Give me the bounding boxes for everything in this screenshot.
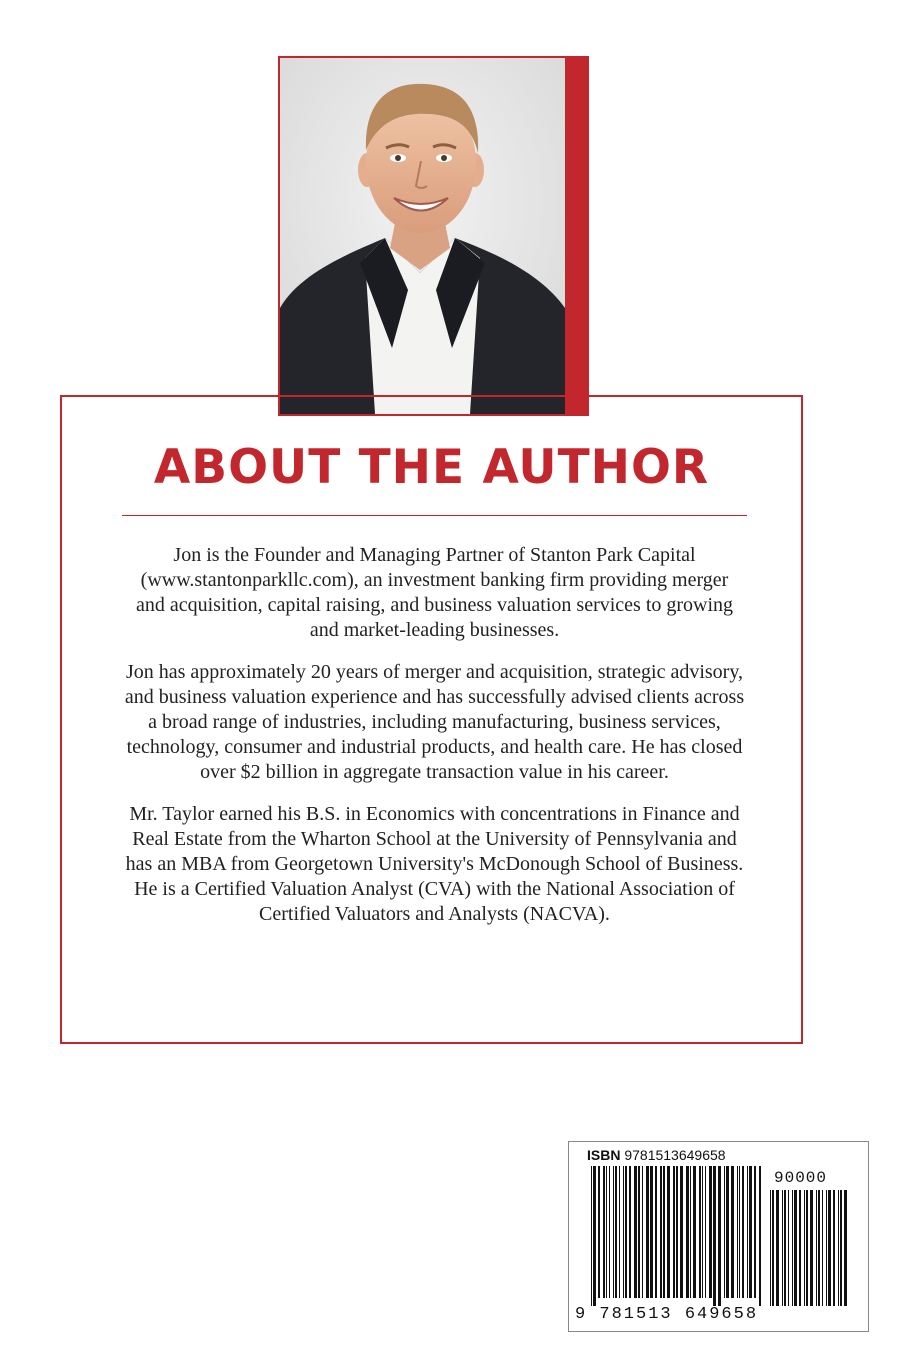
barcode-bar	[724, 1166, 725, 1298]
barcode-bar	[650, 1166, 653, 1298]
barcode-bar	[776, 1190, 779, 1306]
barcode-bar	[603, 1166, 605, 1298]
barcode-bar	[782, 1190, 783, 1306]
barcode-bar	[713, 1166, 716, 1306]
barcode-bar	[705, 1166, 706, 1298]
addon-barcode-bars	[770, 1190, 852, 1306]
isbn-number: 9781513649658	[624, 1147, 726, 1163]
barcode-bar	[739, 1166, 740, 1298]
price-code: 90000	[774, 1169, 828, 1187]
bio-paragraph: Jon is the Founder and Managing Partner of Stanton Park Capital (www.stantonparkllc.com), an investment banking firm providing merger and acquisition, capital raising, and business valuation services to growing and market-leading businesses.	[135, 544, 734, 641]
barcode-bar	[726, 1166, 729, 1298]
barcode-bar	[598, 1166, 600, 1298]
barcode-bar	[840, 1190, 842, 1306]
barcode-bar	[663, 1166, 665, 1298]
bio-paragraph: Mr. Taylor earned his B.S. in Economics with concentrations in Finance and Real Estate from the Wharton School at the University of Pennsylvania and has an MBA from Georgetown University's McDonough School of Business. He is a Certified Valuation Analyst (CVA) with the National Association of Certified Valuators and Analysts (NACVA).	[125, 803, 744, 925]
barcode-bar	[810, 1190, 813, 1306]
author-photo	[280, 58, 565, 414]
author-bio	[124, 543, 745, 944]
barcode-bar	[591, 1166, 592, 1306]
barcode-bar	[646, 1166, 649, 1298]
barcode-bar	[731, 1166, 734, 1298]
barcode-bar	[772, 1190, 774, 1306]
barcode-bar	[749, 1166, 752, 1298]
isbn-label	[587, 1147, 726, 1163]
barcode-bar	[619, 1166, 620, 1298]
barcode-bar	[638, 1166, 640, 1298]
barcode-bar	[609, 1166, 610, 1298]
barcode-bar	[690, 1166, 691, 1298]
barcode-bar	[593, 1166, 596, 1306]
bio-paragraph: Jon has approximately 20 years of merger and acquisition, strategic advisory, and business valuation experience and has successfully advised clients across a broad range of industries, including manufacturing, business services, technology, consumer and industrial products, and health care. He has closed over $2 billion in aggregate transaction value in his career.	[124, 661, 745, 783]
about-author-box	[60, 395, 803, 1044]
barcode-bar	[686, 1166, 689, 1298]
author-photo-frame	[278, 56, 589, 416]
barcode-bar	[615, 1166, 617, 1298]
barcode-bar	[642, 1166, 643, 1298]
barcode-bar	[747, 1166, 748, 1298]
barcode-bar	[794, 1190, 797, 1306]
barcode-bar	[788, 1190, 789, 1306]
barcode-bar	[613, 1166, 614, 1298]
barcode-bar	[655, 1166, 657, 1298]
barcode-bar	[759, 1166, 761, 1306]
barcode-bar	[833, 1190, 835, 1306]
barcode-bar	[718, 1166, 721, 1306]
heading-divider	[122, 515, 747, 516]
ean-barcode-bars	[591, 1166, 763, 1306]
barcode-bar	[629, 1166, 631, 1298]
barcode-bar	[606, 1166, 607, 1298]
barcode-bar	[784, 1190, 786, 1306]
barcode-bar	[806, 1190, 808, 1306]
barcode-bar	[676, 1166, 678, 1298]
barcode-bar	[844, 1190, 847, 1306]
barcode-bar	[799, 1190, 801, 1306]
ean-digits: 9 781513 649658	[575, 1305, 759, 1324]
barcode-bar	[660, 1166, 662, 1298]
barcode-bar	[816, 1190, 817, 1306]
barcode-bar	[822, 1190, 823, 1306]
barcode-bar	[804, 1190, 805, 1306]
barcode-bar	[754, 1166, 756, 1298]
isbn-prefix: ISBN	[587, 1147, 621, 1163]
barcode-bar	[770, 1190, 771, 1306]
barcode-bar	[693, 1166, 696, 1298]
barcode-bar	[792, 1190, 793, 1306]
isbn-barcode	[568, 1141, 869, 1332]
barcode-bar	[702, 1166, 703, 1298]
barcode-bar	[634, 1166, 637, 1298]
barcode-bar	[623, 1166, 624, 1298]
barcode-bar	[673, 1166, 675, 1298]
barcode-bar	[625, 1166, 627, 1298]
barcode-bar	[680, 1166, 683, 1298]
about-author-heading: ABOUT THE AUTHOR	[153, 440, 710, 495]
barcode-bar	[838, 1190, 839, 1306]
barcode-bar	[737, 1166, 738, 1298]
barcode-bar	[742, 1166, 744, 1298]
barcode-bar	[667, 1166, 670, 1298]
barcode-bar	[709, 1166, 712, 1298]
barcode-bar	[828, 1190, 831, 1306]
barcode-bar	[699, 1166, 701, 1298]
barcode-bar	[826, 1190, 827, 1306]
barcode-bar	[818, 1190, 820, 1306]
